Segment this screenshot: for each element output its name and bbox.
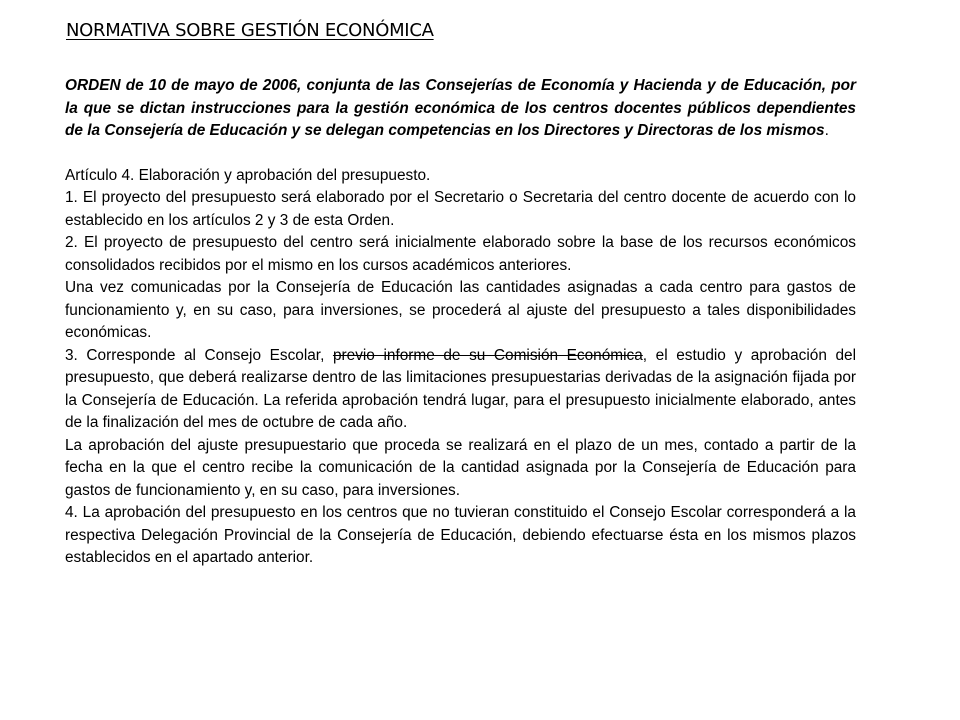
article-paragraph-3b: La aprobación del ajuste presupuestario que proceda se realizará en el plazo de un mes, contado a partir de la fecha en la que el centro recibe la comunicación de la cantidad asignada por la Consejería de Educación para gastos de funcionamiento y, en su caso, para inversiones. — [65, 436, 856, 499]
paragraph-3-start: 3. Corresponde al Consejo Escolar, — [65, 346, 333, 364]
article-paragraph-2b: Una vez comunicadas por la Consejería de Educación las cantidades asignadas a cada centro para gastos de funcionamiento y, en su caso, para inversiones, se procederá al ajuste del presupuesto a tales disponibilidades económicas. — [65, 279, 856, 341]
article-paragraph-2: 2. El proyecto de presupuesto del centro será inicialmente elaborado sobre la base de los recursos económicos consolidados recibidos por el mismo en los cursos académicos anteriores. — [65, 234, 856, 274]
article-paragraph-4: 4. La aprobación del presupuesto en los centros que no tuvieran constituido el Consejo Escolar corresponderá a la respectiva Delegación Provincial de la Consejería de Educación, debiendo efectuarse ésta en los mismos plazos establecidos en el apartado anterior. — [65, 504, 856, 566]
order-end: . — [824, 122, 829, 139]
article-paragraph-1: 1. El proyecto del presupuesto será elaborado por el Secretario o Secretaria del centro docente de acuerdo con lo establecido en los artículos 2 y 3 de esta Orden. — [65, 189, 856, 229]
article-paragraph-3 — [65, 345, 856, 435]
article-heading: Artículo 4. Elaboración y aprobación del presupuesto. — [65, 166, 431, 184]
struck-text: previo informe de su Comisión Económica — [332, 346, 643, 364]
paragraph-3-rest: , el estudio y aprobación del presupuesto, que deberá realizarse dentro de las limitaciones presupuestarias derivadas de la asignación fijada por la Consejería de Educación. La referida aprobación tendrá lugar, para el presupuesto inicialmente elaborado, antes de la finalización del mes de octubre de cada año. — [65, 346, 857, 431]
order-text: ORDEN de 10 de mayo de 2006, conjunta de las Consejerías de Economía y Hacienda y de Educación, por la que se dictan instrucciones para la gestión económica de los centros docentes públicos dependientes de la Consejería de Educación y se delegan competencias en los Directores y Directoras de los mismos — [65, 77, 856, 139]
page-title: NORMATIVA SOBRE GESTIÓN ECONÓMICA — [66, 20, 434, 41]
document-body — [65, 75, 856, 570]
order-reference — [65, 75, 856, 143]
